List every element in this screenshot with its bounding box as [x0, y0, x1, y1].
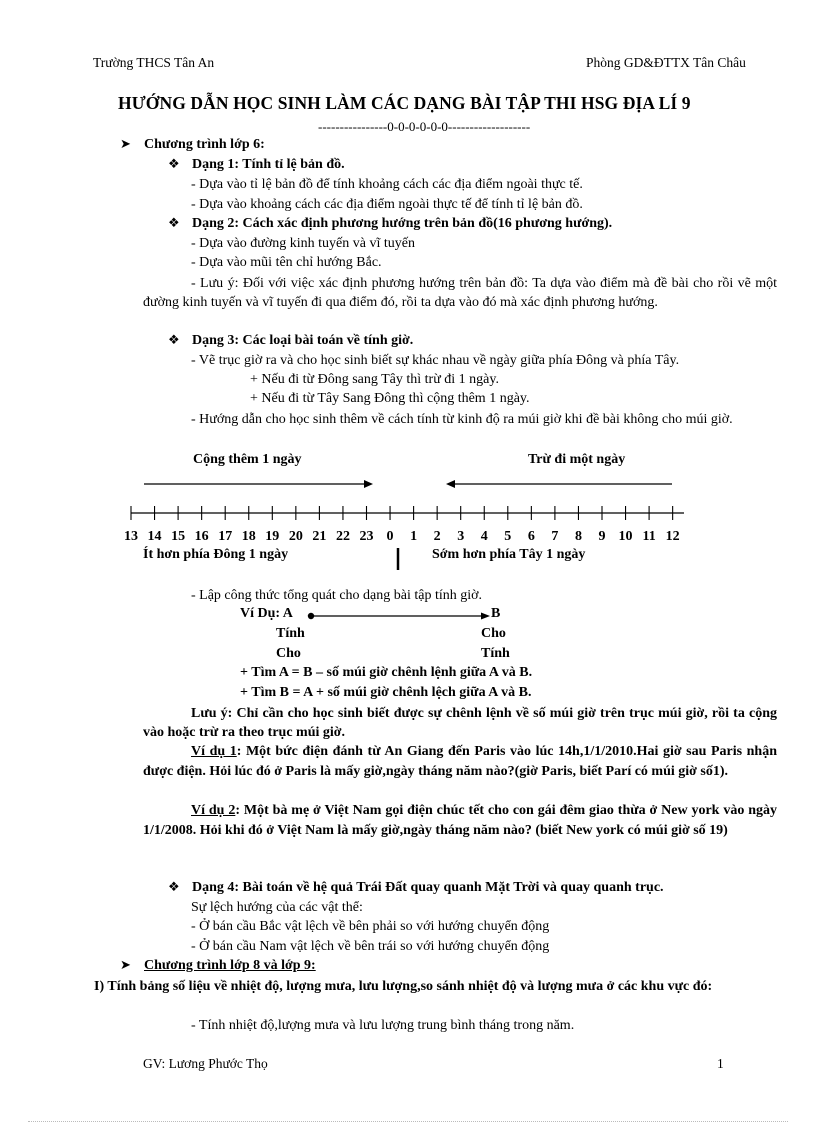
dang1-heading	[168, 156, 345, 174]
axis-tick-label: 20	[288, 529, 303, 544]
footer-page-number: 1	[717, 1056, 724, 1071]
example-label-b: B	[491, 606, 501, 621]
axis-tick-label: 13	[124, 529, 138, 544]
axis-tick-label: 17	[218, 529, 233, 544]
arrow-left-head-icon	[446, 480, 455, 488]
example-a-line2: Cho	[276, 646, 301, 661]
arrow-right-head-icon	[364, 480, 373, 488]
axis-tick-label: 9	[598, 529, 606, 544]
arrow-bullet-icon: ➤	[120, 958, 131, 973]
example-b-line2: Tính	[481, 646, 510, 661]
axis-tick-label: 23	[359, 529, 374, 544]
dang1-title: Dạng 1: Tính tỉ lệ bản đồ.	[192, 157, 345, 172]
axis-tick-label: 12	[665, 529, 680, 544]
timeline-left-label: Cộng thêm 1 ngày	[193, 452, 302, 467]
axis-tick-label: 7	[551, 529, 559, 544]
grade6-heading	[120, 136, 265, 154]
example-1-label: Ví dụ 1	[191, 744, 237, 759]
time-axis-diagram	[0, 470, 816, 575]
axis-tick-labels	[124, 529, 680, 544]
grade89-heading	[120, 957, 316, 975]
timeline-right-label: Trừ đi một ngày	[528, 452, 626, 467]
dang3-sub-2: + Nếu đi từ Tây Sang Đông thì cộng thêm 1 ngày.	[250, 391, 530, 406]
axis-tick-label: 5	[504, 529, 512, 544]
formula-intro: - Lập công thức tổng quát cho dạng bài tập tính giờ.	[191, 588, 483, 603]
axis-tick-label: 22	[335, 529, 350, 544]
grade6-label: Chương trình lớp 6:	[144, 137, 265, 152]
dang3-heading	[168, 332, 413, 350]
rule-2: + Tìm B = A + số múi giờ chênh lệch giữa A và B.	[240, 685, 532, 700]
example-label-a: Ví Dụ: A	[240, 606, 293, 621]
title-separator: ----------------0-0-0-0-0-0-------------------	[318, 119, 531, 134]
axis-tick-label: 3	[457, 529, 465, 544]
timeline-below-right: Sớm hơn phía Tây 1 ngày	[432, 547, 586, 562]
dang2-item-1: - Dựa vào đường kinh tuyến và vĩ tuyến	[191, 236, 415, 251]
axis-tick-label: 16	[194, 529, 209, 544]
dang4-intro: Sự lệch hướng của các vật thể:	[191, 900, 363, 915]
axis-tick-label: 10	[618, 529, 633, 544]
dang1-item-2: - Dựa vào khoảng cách các địa điểm ngoài thực tế để tính tỉ lệ bản đồ.	[191, 197, 583, 212]
dang4-heading	[168, 879, 664, 897]
axis-tick-label: 0	[386, 529, 394, 544]
dang3-item-2: - Hướng dẫn cho học sinh thêm về cách tính từ kinh độ ra múi giờ khi đề bài không cho múi giờ.	[191, 412, 733, 427]
dang3-item-1: - Vẽ trục giờ ra và cho học sinh biết sự khác nhau về ngày giữa phía Đông và phía Tây.	[191, 353, 680, 368]
dang4-title: Dạng 4: Bài toán về hệ quả Trái Đất quay quanh Mặt Trời và quay quanh trục.	[192, 880, 664, 895]
example-2-label: Ví dụ 2	[191, 803, 236, 818]
axis-tick-label: 15	[171, 529, 186, 544]
example-2-text: : Một bà mẹ ở Việt Nam gọi điện chúc tết cho con gái đêm giao thừa ở New york vào ngày 1/1/2008. Hỏi khi đó ở Việt Nam là mấy giờ,ngày tháng năm nào? (biết New york có múi giờ số 19)	[143, 803, 777, 838]
example-1-text: : Một bức điện đánh từ An Giang đến Paris vào lúc 14h,1/1/2010.Hai giờ sau Paris nhận được điện. Hỏi lúc đó ở Paris là mấy giờ,ngày tháng năm nào?(giờ Paris, biết Parí có múi giờ số1).	[143, 744, 777, 779]
grade89-label: Chương trình lớp 8 và lớp 9:	[144, 958, 316, 973]
dang2-heading	[168, 215, 612, 233]
diamond-bullet-icon: ❖	[168, 157, 180, 172]
example-b-line1: Cho	[481, 626, 506, 641]
dang4-item-2: - Ở bán cầu Nam vật lệch về bên trái so với hướng chuyển động	[191, 939, 550, 954]
diamond-bullet-icon: ❖	[168, 333, 180, 348]
dang2-title: Dạng 2: Cách xác định phương hướng trên bản đồ(16 phương hướng).	[192, 216, 613, 231]
dang3-title: Dạng 3: Các loại bài toán về tính giờ.	[192, 333, 414, 348]
section-1: I) Tính bảng số liệu về nhiệt độ, lượng mưa, lưu lượng,so sánh nhiệt độ và lượng mưa ở các khu vực đó:	[94, 979, 713, 994]
dang3-sub-1: + Nếu đi từ Đông sang Tây thì trừ đi 1 ngày.	[250, 372, 499, 387]
axis-tick-label: 19	[265, 529, 280, 544]
example-arrow-head-icon	[481, 613, 490, 620]
arrow-bullet-icon: ➤	[120, 137, 131, 152]
axis-tick-label: 14	[147, 529, 162, 544]
page-title: HƯỚNG DẪN HỌC SINH LÀM CÁC DẠNG BÀI TẬP THI HSG ĐỊA LÍ 9	[118, 93, 691, 113]
example-a-line1: Tính	[276, 626, 305, 641]
axis-tick-label: 1	[410, 529, 418, 544]
axis-tick-label: 11	[642, 529, 656, 544]
example-2	[143, 801, 777, 840]
section-1-item-1: - Tính nhiệt độ,lượng mưa và lưu lượng trung bình tháng trong năm.	[191, 1018, 575, 1033]
diamond-bullet-icon: ❖	[168, 880, 180, 895]
example-arrow	[305, 608, 495, 624]
dang1-item-1: - Dựa vào tỉ lệ bản đồ để tính khoảng cách các địa điểm ngoài thực tế.	[191, 177, 583, 192]
timeline-below-left: Ít hơn phía Đông 1 ngày	[143, 547, 289, 562]
dang4-item-1: - Ở bán cầu Bắc vật lệch về bên phải so với hướng chuyển động	[191, 919, 550, 934]
diamond-bullet-icon: ❖	[168, 216, 180, 231]
footer-author: GV: Lương Phước Thọ	[143, 1056, 268, 1071]
dang2-item-2: - Dựa vào mũi tên chỉ hướng Bắc.	[191, 255, 382, 270]
header-school: Trường THCS Tân An	[93, 55, 215, 70]
header-office: Phòng GD&ĐTTX Tân Châu	[586, 55, 746, 70]
dang3-note: Lưu ý: Chỉ cần cho học sinh biết được sự chênh lệnh về số múi giờ trên trục múi giờ, rồi ta cộng vào hoặc trừ ra theo trục múi giờ.	[143, 706, 777, 740]
page-divider	[28, 1121, 788, 1122]
example-1	[143, 742, 777, 781]
axis-tick-label: 21	[312, 529, 327, 544]
rule-1: + Tìm A = B – số múi giờ chênh lệnh giữa A và B.	[240, 665, 533, 680]
axis-tick-label: 4	[480, 529, 488, 544]
axis-tick-label: 2	[433, 529, 441, 544]
axis-tick-label: 8	[574, 529, 582, 544]
axis-tick-label: 6	[527, 529, 535, 544]
axis-tick-label: 18	[241, 529, 256, 544]
dang2-note: - Lưu ý: Đối với việc xác định phương hướng trên bản đồ: Ta dựa vào điểm mà đề bài cho rồi vẽ một đường kinh tuyến và vĩ tuyến đi qua điểm đó, rồi ta dựa vào đó mà xác định phương hướng.	[143, 276, 777, 310]
